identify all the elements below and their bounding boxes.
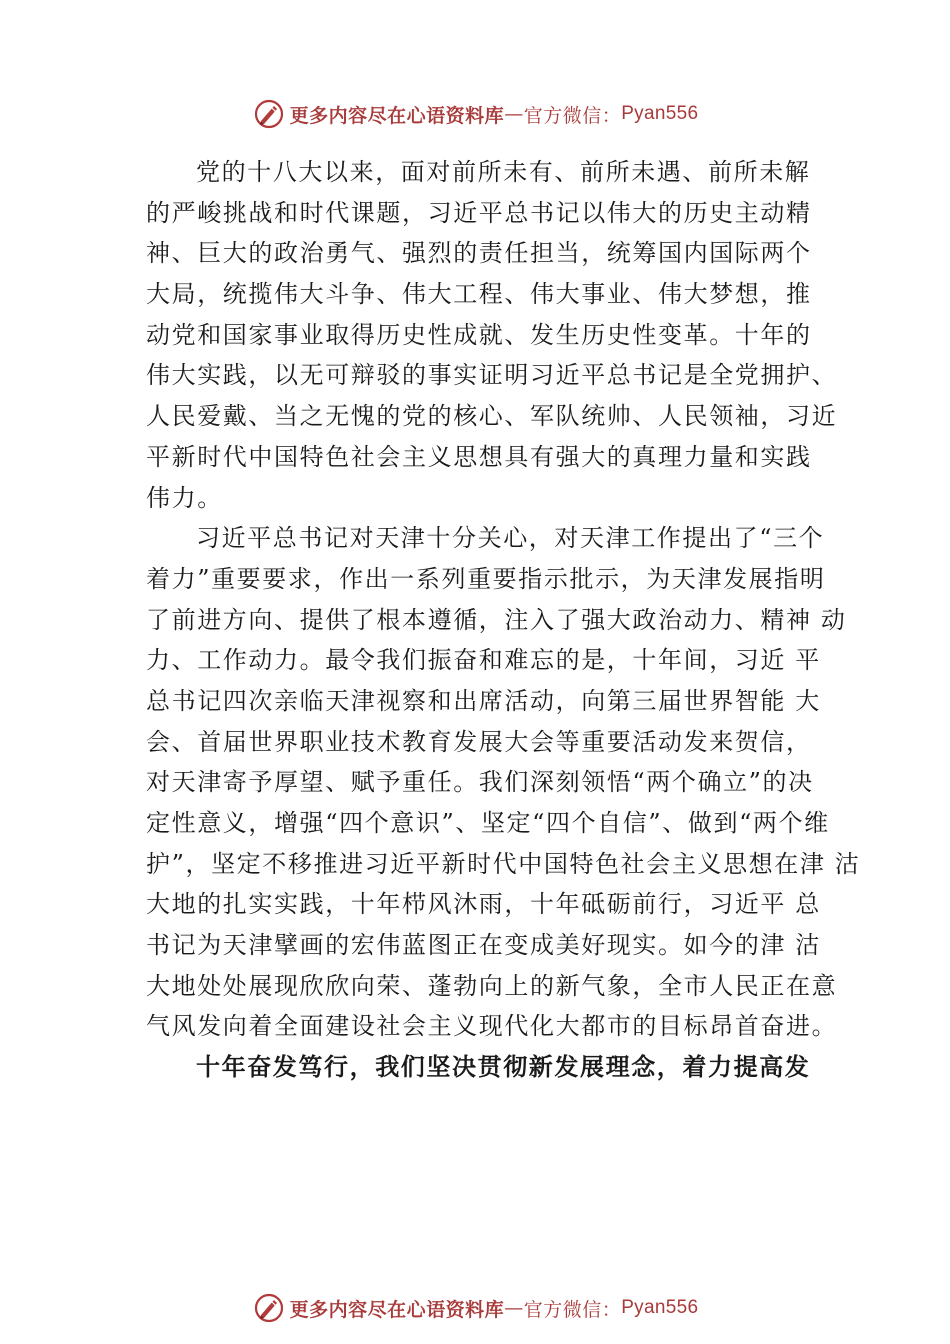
text-line: 人民爱戴、当之无愧的党的核心、军队统帅、人民领袖，习近	[146, 402, 838, 431]
text-line: 伟大实践，以无可辩驳的事实证明习近平总书记是全党拥护、	[146, 361, 838, 390]
text-line: 会、首届世界职业技术教育发展大会等重要活动发来贺信，	[146, 727, 812, 756]
watermark-wechat-label: 官方微信：	[523, 1298, 622, 1321]
watermark-wechat-id: Pyan556	[621, 103, 699, 124]
text-line: 着力”重要要求，作出一系列重要指示批示，为天津发展指明	[146, 564, 826, 593]
text-line: 党的十八大以来，面对前所未有、前所未遇、前所未解	[196, 158, 811, 186]
text-line: 的严峻挑战和时代课题，习近平总书记以伟大的历史主动精	[146, 198, 812, 227]
text-line: 伟力。	[146, 483, 223, 512]
watermark-text: 更多内容尽在心语资料库	[289, 104, 505, 127]
text-line: 大地的扎实实践，十年栉风沐雨，十年砥砺前行，习近平 总	[146, 890, 821, 919]
paragraph-3	[146, 1047, 846, 1088]
pen-circle-logo-icon	[252, 1291, 286, 1325]
watermark-wechat-id: Pyan556	[621, 1297, 699, 1318]
watermark-wechat-label: 官方微信：	[523, 104, 622, 127]
text-line: 力、工作动力。最令我们振奋和难忘的是，十年间，习近 平	[146, 646, 821, 675]
watermark-dash: —	[504, 103, 524, 125]
text-line: 定性意义，增强“四个意识”、坚定“四个自信”、做到“两个维	[146, 809, 830, 837]
text-line: 气风发向着全面建设社会主义现代化大都市的目标昂首奋进。	[146, 1012, 838, 1041]
watermark-text: 更多内容尽在心语资料库	[289, 1298, 505, 1321]
footer-watermark	[0, 1288, 950, 1328]
text-line: 对天津寄予厚望、赋予重任。我们深刻领悟“两个确立”的决	[146, 768, 814, 797]
text-line: 护”，坚定不移推进习近平新时代中国特色社会主义思想在津 沽	[146, 849, 861, 878]
text-line-bold: 十年奋发笃行，我们坚决贯彻新发展理念，着力提高发	[196, 1052, 811, 1082]
watermark-dash: —	[504, 1297, 524, 1319]
header-watermark	[0, 94, 950, 134]
document-body	[146, 152, 861, 1088]
text-line: 习近平总书记对天津十分关心，对天津工作提出了“三个	[196, 524, 825, 553]
text-line: 神、巨大的政治勇气、强烈的责任担当，统筹国内国际两个	[146, 239, 812, 268]
text-line: 大地处处展现欣欣向荣、蓬勃向上的新气象，全市人民正在意	[146, 971, 838, 1000]
text-line: 了前进方向、提供了根本遵循，注入了强大政治动力、精神 动	[146, 605, 847, 634]
text-line: 大局，统揽伟大斗争、伟大工程、伟大事业、伟大梦想，推	[146, 280, 812, 309]
paragraph-2	[146, 518, 861, 1047]
text-line: 平新时代中国特色社会主义思想具有强大的真理力量和实践	[146, 442, 812, 471]
text-line: 总书记四次亲临天津视察和出席活动，向第三届世界智能 大	[146, 686, 821, 715]
text-line: 书记为天津擘画的宏伟蓝图正在变成美好现实。如今的津 沽	[146, 931, 821, 960]
pen-circle-logo-icon	[252, 97, 286, 131]
paragraph-1	[146, 152, 846, 518]
text-line: 动党和国家事业取得历史性成就、发生历史性变革。十年的	[146, 320, 812, 349]
